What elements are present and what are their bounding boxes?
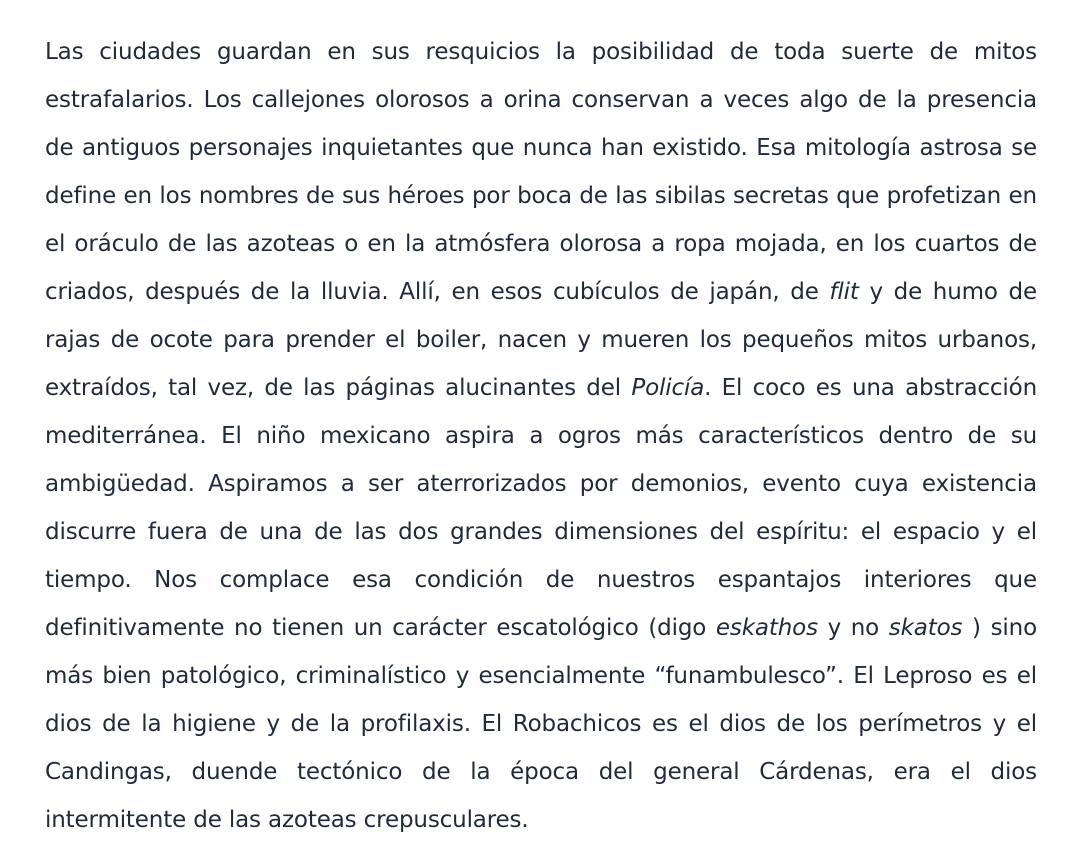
paragraph-text-segment: Las ciudades guardan en sus resquicios la posibilidad de toda suerte de mitos estrafalarios. Los callejones olorosos a orina conservan a veces algo de la presencia de antiguos personajes inquietantes que nunca han existido. Esa mitología astrosa se define en los nombres de sus héroes por boca de las sibilas secretas que profetizan en el oráculo de las azoteas o en la atmósfera olorosa a ropa mojada, en los cuartos de criados, después de la lluvia. Allí, en esos cubículos de japán, de (45, 39, 1045, 305)
paragraph-text-segment: ) sino más bien patológico, criminalístico y esencialmente “funambulesco”. El Leproso es el dios de la higiene y de la profilaxis. El Robachicos es el dios de los perímetros y el Candingas, duende tectónico de la época del general Cárdenas, era el dios intermitente de las azoteas crepusculares. (45, 615, 1045, 833)
paragraph-text-segment: y de humo de rajas de ocote para prender el boiler, nacen y mueren los pequeños mitos urbanos, extraídos, tal vez, de las páginas alucinantes del (45, 279, 1045, 401)
italic-term-eskathos: eskathos (715, 615, 818, 641)
paragraph-text-segment: y no (817, 615, 889, 641)
italic-term-flit: flit (829, 279, 859, 305)
body-paragraph (45, 28, 1045, 844)
italic-title-policia: Policía (631, 375, 705, 401)
paragraph-text-segment: . El coco es una abstracción mediterránea. El niño mexicano aspira a ogros más característicos dentro de su ambigüedad. Aspiramos a ser aterrorizados por demonios, evento cuya existencia discurre fuera de una de las dos grandes dimensiones del espíritu: el espacio y el tiempo. Nos complace esa condición de nuestros espantajos interiores que definitivamente no tienen un carácter escatológico (digo (45, 375, 1045, 641)
italic-term-skatos: skatos (888, 615, 963, 641)
document-page (45, 28, 1045, 844)
